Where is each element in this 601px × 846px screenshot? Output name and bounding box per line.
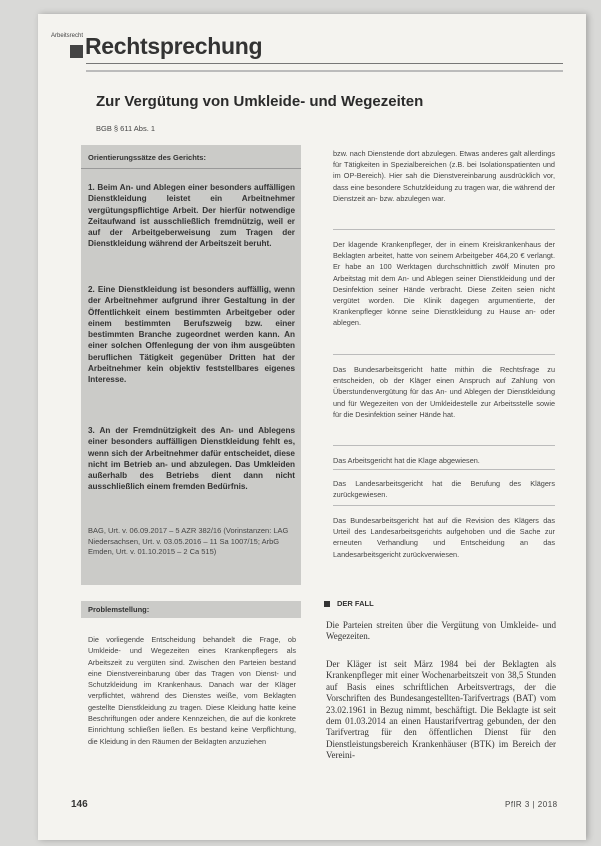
fall-marker bbox=[324, 601, 330, 607]
court-reference: BAG, Urt. v. 06.09.2017 – 5 AZR 382/16 (Vorinstanzen: LAG Niedersachsen, Urt. v. 03.05.2016 – 11 Sa 1007/15; ArbG Emden, Urt. v. 01.10.2015 – 2 Ca 515) bbox=[88, 526, 289, 556]
right-paragraph: Das Bundesarbeitsgericht hatte mithin die Rechtsfrage zu entscheiden, ob der Kläger einen Anspruch auf Zahlung von Überstundenvergütung für das An- und Ablegen der Dienstkleidung und für Wegezeiten von der Umkleidestelle zur Arbeitsstelle sowie für die Desinfektion seiner Hände hat. bbox=[333, 365, 555, 419]
fall-paragraph: Die Parteien streiten über die Vergütung von Umkleide- und Wegezeiten. bbox=[326, 620, 556, 642]
problem-heading: Problemstellung: bbox=[88, 605, 150, 614]
problem-text: Die vorliegende Entscheidung behandelt die Frage, ob Umkleide- und Wegezeiten eines Krankenpflegers als Arbeitszeit zu vergüten sind. Zwischen den Parteien bestand eine Dienstvereinbarung über das Tragen von Dienst- und Schutzkleidung im Krankenhaus. Danach war der Kläger verpflichtet, während des Dienstes weiße, vom Beklagten gestellte Dienstkleidung zu tragen. Diese Kleidung hatte keine Beschriftungen oder andere Kennzeichen, die auf die konkrete Einrichtung schließen ließen. Es bestand keine Verpflichtung, die Kleidung in den Räumen der Beklagten anzuziehen bbox=[88, 635, 296, 746]
paragraph-rule bbox=[333, 505, 555, 506]
right-paragraph: Das Landesarbeitsgericht hat die Berufung des Klägers zurückgewiesen. bbox=[333, 479, 555, 500]
paragraph-rule bbox=[333, 445, 555, 446]
paragraph-rule bbox=[333, 469, 555, 470]
header-rule bbox=[86, 63, 563, 64]
guideline-item: 2. Eine Dienstkleidung ist besonders auffällig, wenn der Arbeitnehmer aufgrund ihrer Gestaltung in der Öffentlichkeit einem bestimmten Arbeitgeber oder einem bestimmten Berufszweig bzw. einer bestimmten Branche zugeordnet werden kann. An einer solchen Offenlegung der von ihm ausgeübten beruflichen Tätigkeit gegenüber Dritten hat der Arbeitnehmer kein objektiv feststellbares eigenes Interesse. bbox=[88, 285, 295, 385]
paragraph-rule bbox=[333, 354, 555, 355]
guidelines-heading: Orientierungssätze des Gerichts: bbox=[88, 153, 206, 162]
guideline-item: 3. An der Fremdnützigkeit des An- und Ablegens einer besonders auffälligen Dienstkleidung fehlt es, wenn sich der Arbeitnehmer dafür entscheidet, diese nicht im Betrieb an- und abzulegen. Das Umkleiden außerhalb des Betriebs dient dann nicht ausschließlich einem fremden Bedürfnis. bbox=[88, 426, 295, 492]
section-label: Arbeitsrecht bbox=[51, 33, 84, 39]
article-citation: BGB § 611 Abs. 1 bbox=[96, 124, 156, 133]
right-paragraph: bzw. nach Dienstende dort abzulegen. Etwas anderes galt allerdings für Tätigkeiten in Spezialbereichen (z.B. bei Isolationspatienten und im OP-Bereich). Hier sah die Dienstvereinbarung ausdrücklich vor, dass eine besondere Schutzkleidung zu tragen war, die während der Dienstzeit an- bzw. abzulegen war. bbox=[333, 149, 555, 203]
right-paragraph: Der klagende Krankenpfleger, der in einem Kreiskrankenhaus der Beklagten arbeitet, hatte von seinem Arbeitgeber 464,20 € verlangt. Er habe an 100 Werktagen durchschnittlich zwölf Minuten pro Arbeitstag mit dem An- und Ablegen seiner Dienstkleidung und der Desinfektion seiner Hände verbracht. Diese Zeiten seien nicht vergütet worden. Die Klinik dagegen argumentierte, der Krankenpfleger könne seine Dienstkleidung zu Hause an- oder ablegen. bbox=[333, 240, 555, 328]
section-marker bbox=[70, 45, 83, 58]
title-divider bbox=[86, 70, 563, 72]
page-number: 146 bbox=[71, 799, 88, 810]
journal-issue: PflR 3 | 2018 bbox=[505, 800, 558, 809]
guidelines-rule bbox=[81, 168, 301, 169]
section-title: Rechtsprechung bbox=[85, 33, 263, 59]
article-title: Zur Vergütung von Umkleide- und Wegezeiten bbox=[96, 93, 424, 110]
right-paragraph: Das Arbeitsgericht hat die Klage abgewiesen. bbox=[333, 456, 480, 465]
fall-heading: DER FALL bbox=[337, 599, 374, 608]
guideline-item: 1. Beim An- und Ablegen einer besonders auffälligen Dienstkleidung leistet ein Arbeitnehmer vergütungspflichtige Arbeit. Der hierfür notwendige Zeitaufwand ist ausschließlich fremdnützig, weil er auf der Arbeitgeberweisung zum Tragen der Dienstkleidung während der Arbeitszeit beruht. bbox=[88, 183, 295, 249]
paragraph-rule bbox=[333, 229, 555, 230]
fall-paragraph: Der Kläger ist seit März 1984 bei der Beklagten als Krankenpfleger mit einer Wochenarbeitszeit von 38,5 Stunden auf Basis eines schriftlichen Arbeitsvertrags, der die Vorschriften des Bundesangestellten-Tarifvertrags (BAT) vom 23.02.1961 in Bezug nimmt, beschäftigt. Die Beklagte ist seit dem 01.03.2014 an einen Haustarifvertrag gebunden, der den Tarifvertrag für den öffentlichen Dienst für den Dienstleistungsbereich Krankenhäuser (BTK) im Bereich der Vereini- bbox=[326, 659, 556, 761]
right-paragraph: Das Bundesarbeitsgericht hat auf die Revision des Klägers das Urteil des Landesarbeitsgerichts aufgehoben und die Sache zur erneuten Verhandlung und Entscheidung an das Landesarbeitsgericht zurückverwiesen. bbox=[333, 516, 555, 559]
